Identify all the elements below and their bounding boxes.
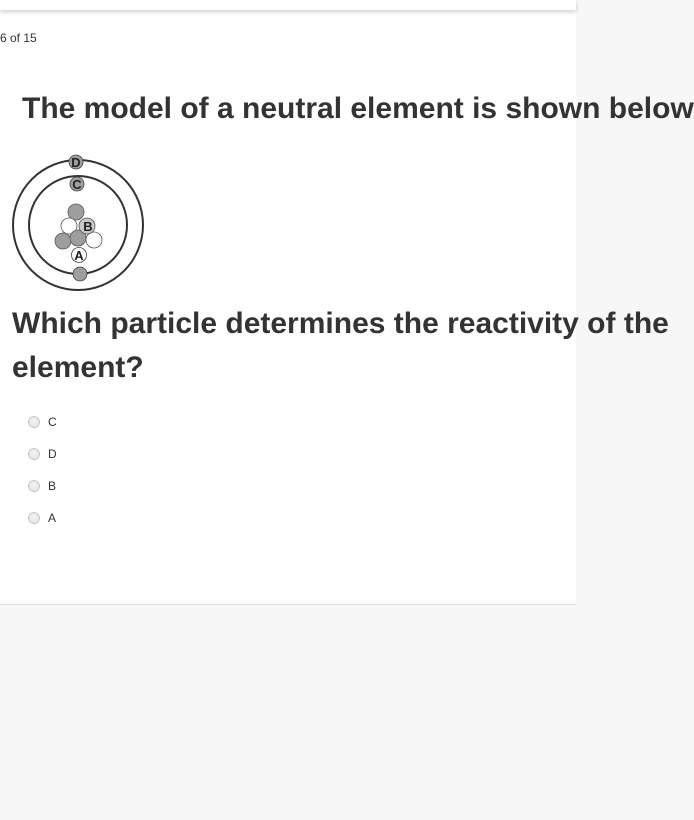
nucleus bbox=[55, 204, 102, 249]
answer-option-d[interactable] bbox=[28, 438, 57, 470]
electron-bottom bbox=[73, 267, 87, 281]
answer-options bbox=[28, 406, 57, 534]
label-b: B bbox=[83, 219, 93, 234]
label-c: C bbox=[72, 177, 82, 192]
radio-button[interactable] bbox=[28, 512, 40, 524]
proton bbox=[86, 232, 102, 248]
neutron bbox=[55, 233, 71, 249]
question-line-1: Which particle determines the reactivity of the bbox=[12, 307, 669, 340]
answer-label: A bbox=[48, 511, 57, 525]
radio-button[interactable] bbox=[28, 448, 40, 460]
label-d: D bbox=[71, 155, 81, 170]
answer-option-c[interactable] bbox=[28, 406, 57, 438]
question-card bbox=[0, 10, 694, 605]
question-intro: The model of a neutral element is shown below bbox=[22, 92, 694, 125]
answer-option-b[interactable] bbox=[28, 470, 57, 502]
electron-d bbox=[69, 155, 83, 170]
particle-a bbox=[72, 248, 87, 264]
answer-label: C bbox=[48, 415, 57, 429]
question-text bbox=[12, 302, 669, 390]
top-bar bbox=[0, 0, 576, 10]
label-a: A bbox=[74, 248, 84, 263]
radio-button[interactable] bbox=[28, 416, 40, 428]
question-line-2: element? bbox=[12, 351, 144, 384]
radio-button[interactable] bbox=[28, 480, 40, 492]
particle-b-label bbox=[83, 219, 92, 234]
neutron bbox=[68, 204, 84, 220]
answer-option-a[interactable] bbox=[28, 502, 57, 534]
answer-label: B bbox=[48, 479, 57, 493]
electron-c bbox=[70, 177, 84, 192]
answer-label: D bbox=[48, 447, 57, 461]
atom-model-diagram bbox=[8, 152, 150, 294]
question-counter: 6 of 15 bbox=[0, 31, 37, 45]
